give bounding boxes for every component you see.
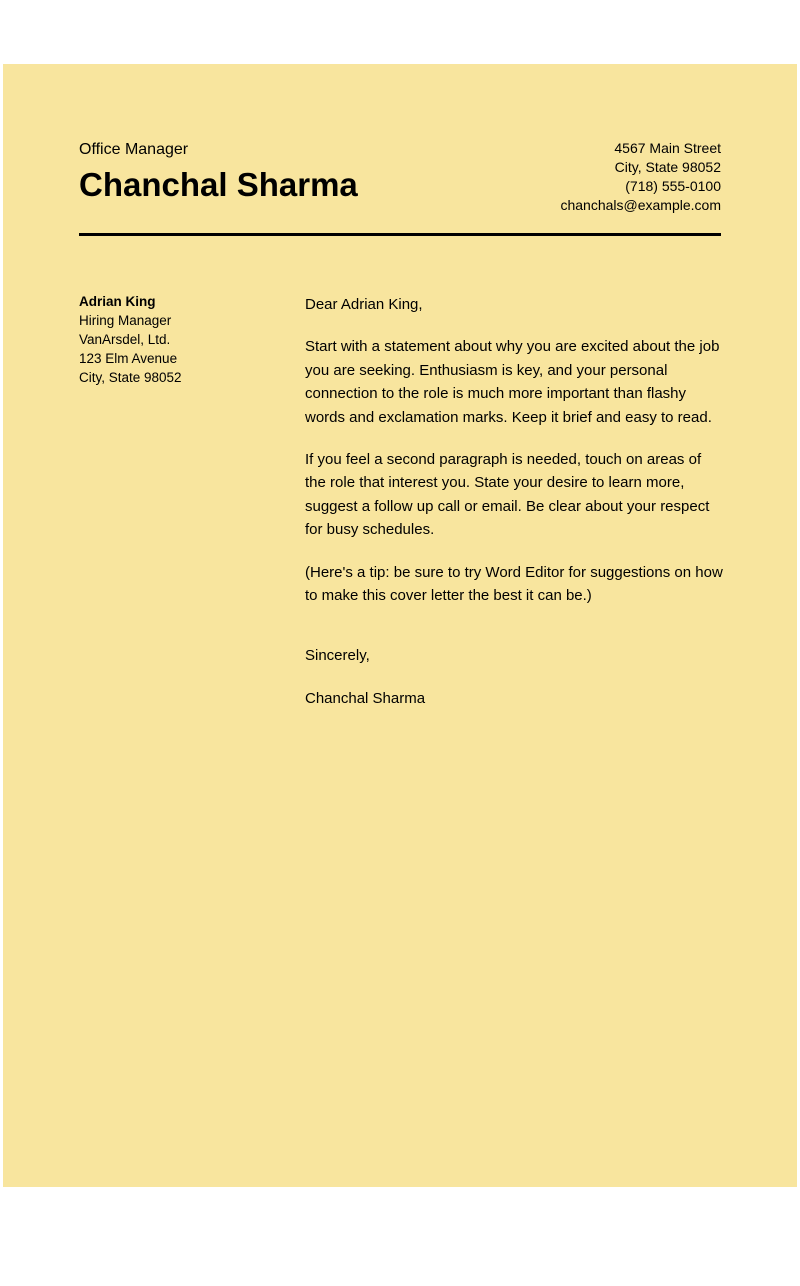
recipient-title: Hiring Manager (79, 313, 172, 328)
header-divider (79, 233, 721, 236)
recipient-block (79, 292, 182, 387)
job-title: Office Manager (79, 141, 189, 158)
sender-email: chanchals@example.com (560, 197, 721, 213)
salutation: Dear Adrian King, (305, 296, 423, 313)
sender-contact (560, 139, 721, 215)
closing: Sincerely, (305, 647, 370, 665)
recipient-company: VanArsdel, Ltd. (79, 332, 171, 347)
body-paragraph-2: If you feel a second paragraph is needed, touch on areas of the role that interest you. State your desire to learn more, suggest a follow up call or email. Be clear about your respect for busy schedules. (305, 451, 710, 539)
recipient-city-state-zip: City, State 98052 (79, 370, 182, 385)
sender-name: Chanchal Sharma (79, 166, 358, 203)
recipient-name: Adrian King (79, 294, 156, 309)
sender-phone: (718) 555-0100 (625, 178, 721, 194)
document-page (3, 64, 797, 1187)
body-paragraph-1: Start with a statement about why you are excited about the job you are seeking. Enthusiasm is key, and your personal connection to the role is much more important than flashy words and exclamation marks. Keep it brief and easy to read. (305, 338, 720, 426)
letter-body (305, 293, 725, 729)
recipient-street: 123 Elm Avenue (79, 351, 178, 366)
sender-street: 4567 Main Street (614, 140, 721, 156)
body-paragraph-3: (Here's a tip: be sure to try Word Editor for suggestions on how to make this cover letter the best it can be.) (305, 563, 723, 605)
sender-city-state-zip: City, State 98052 (614, 159, 721, 175)
signature: Chanchal Sharma (305, 689, 426, 707)
